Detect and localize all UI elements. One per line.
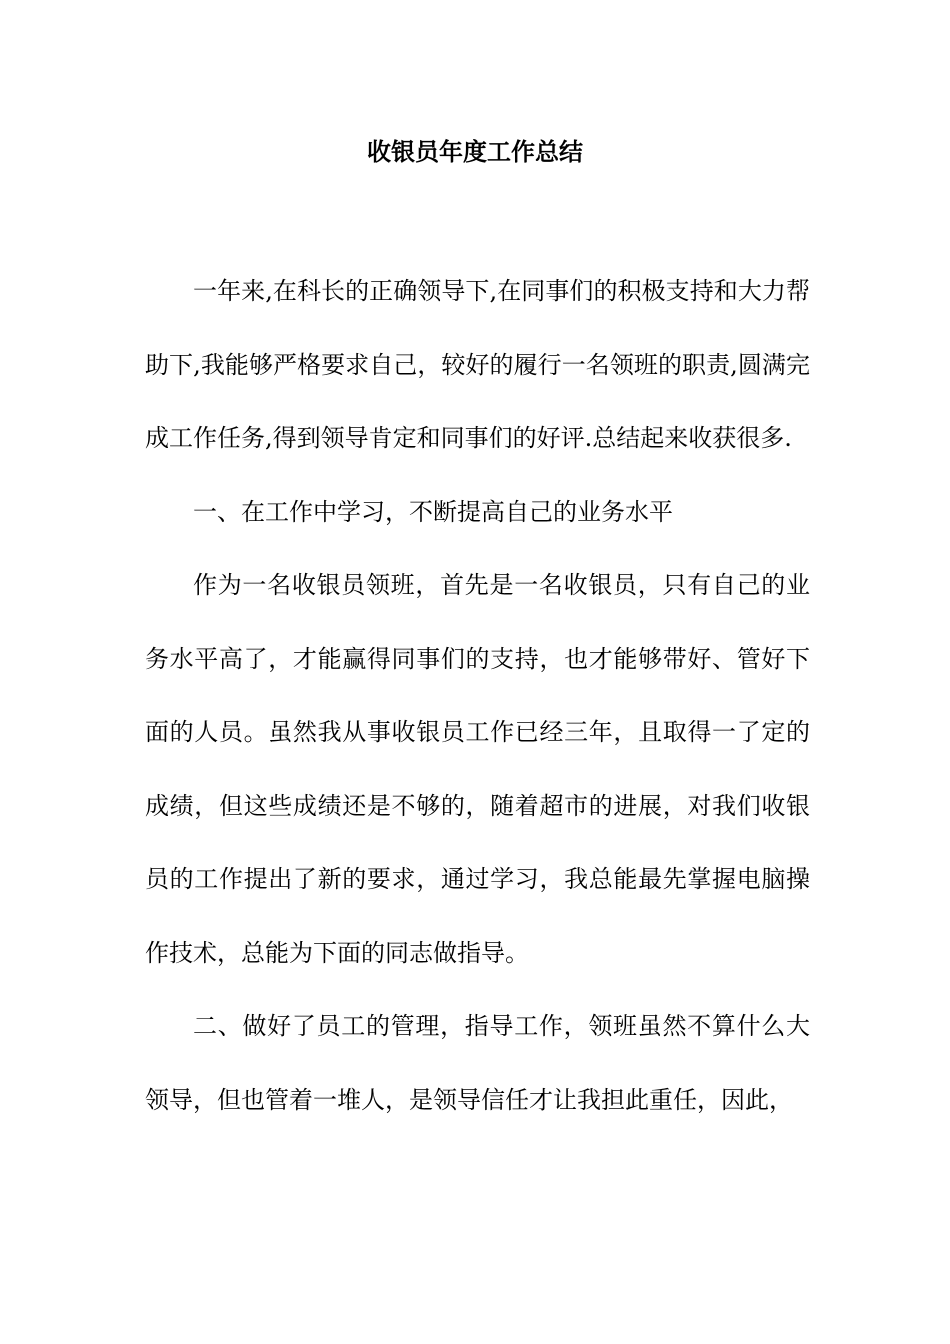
document-title: 收银员年度工作总结 bbox=[367, 137, 583, 166]
paragraph-section-two: 二、做好了员工的管理，指导工作，领班虽然不算什么大领导，但也管着一堆人，是领导信任才让我担此重任，因此， bbox=[145, 1012, 810, 1114]
paragraph-intro: 一年来,在科长的正确领导下,在同事们的积极支持和大力帮助下,我能够严格要求自己，较好的履行一名领班的职责,圆满完成工作任务,得到领导肯定和同事们的好评.总结起来收获很多. bbox=[145, 277, 810, 452]
document-body bbox=[145, 255, 810, 1137]
paragraph-section-one-heading: 一、在工作中学习，不断提高自己的业务水平 bbox=[193, 497, 673, 526]
paragraph-section-one-body: 作为一名收银员领班，首先是一名收银员，只有自己的业务水平高了，才能赢得同事们的支持，也才能够带好、管好下面的人员。虽然我从事收银员工作已经三年，且取得一了定的成绩，但这些成绩还是不够的，随着超市的进展，对我们收银员的工作提出了新的要求，通过学习，我总能最先掌握电脑操作技术，总能为下面的同志做指导。 bbox=[145, 571, 810, 967]
